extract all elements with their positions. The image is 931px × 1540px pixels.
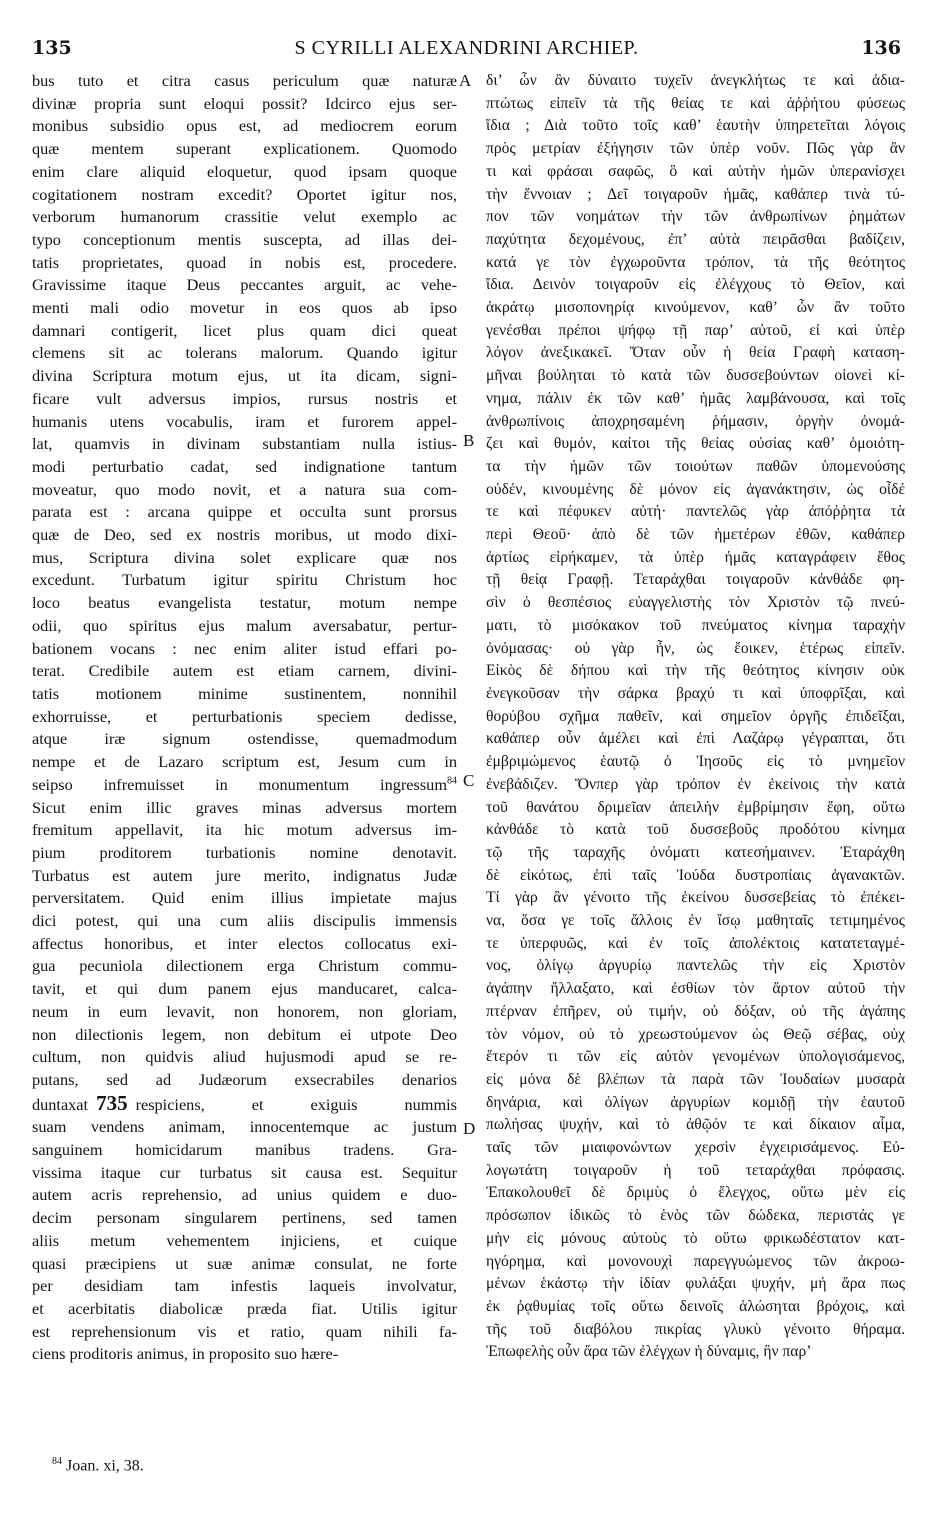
- margin-letter-a: A: [459, 71, 472, 90]
- greek-line: τῇ θείᾳ Γραφῇ. Τεταράχθαι τοιγαροῦν κἀνθάδε φη-: [486, 571, 905, 589]
- greek-line: ἴδια ; Διὰ τοῦτο τοῖς καθ’ ἑαυτὴν ὑπηρετεῖται λόγοις: [486, 117, 905, 135]
- latin-line: Sicut enim illic graves minas adversus mortem: [32, 797, 457, 817]
- greek-line: ματι, τὸ μισόκακον τοῦ πνεύματος κίνημα ταραχὴν: [486, 616, 905, 634]
- latin-line: verborum humanorum crassitie velut exemplo ac: [32, 207, 457, 227]
- latin-line: damnari contigerit, licet plus quam dici queat: [32, 320, 457, 340]
- greek-line: τὴν ἔννοιαν ; Δεῖ τοιγαροῦν ἡμᾶς, καθάπερ τινὰ τύ-: [486, 185, 905, 203]
- greek-line: νημα, πάλιν ἐκ τῶν καθ’ ἡμᾶς λαμβάνουσα, καὶ τοῖς: [486, 389, 905, 407]
- latin-line: quæ de Deo, sed ex nostris moribus, ut modo dixi-: [32, 525, 457, 545]
- latin-line: moveatur, quo modo novit, et a natura sua com-: [32, 479, 457, 499]
- greek-line: τι καὶ φράσαι σαφῶς, ὃ καὶ αὐτὴν ἡμῶν ὑπερανίσχει: [486, 162, 905, 180]
- latin-line: quasi præcipiens ut suæ animæ consulat, ne forte: [32, 1253, 457, 1273]
- column-number: 735: [96, 1090, 128, 1115]
- latin-line: ciens proditoris animus, in proposito suo hære-: [32, 1344, 339, 1364]
- latin-line: divinæ propria sunt eloqui possit? Idcirco ejus ser-: [32, 93, 457, 113]
- latin-line: dici potest, qui una cum aliis discipulis immensis: [32, 911, 457, 931]
- latin-line: monibus subsidio opus est, ad mediocrem eorum: [32, 116, 457, 136]
- margin-letter-c: C: [463, 771, 475, 790]
- latin-line: nempe et de Lazaro scriptum est, Jesum cum in: [32, 752, 457, 772]
- greek-line: τα τὴν ἡμῶν τῶν τοιούτων παθῶν ὑπομενούσης: [486, 457, 905, 475]
- greek-line: πωλήσας ψυχήν, καὶ τὸ ἀθῷόν τε καὶ δίκαιον αἷμα,: [486, 1116, 905, 1134]
- greek-line: ἐνεβάδιζεν. Ὅνπερ γὰρ τρόπον ἐν ἐκείνοις τὴν κατὰ: [486, 775, 905, 793]
- greek-line: εἰς μόνα δὲ βλέπων τὰ παρὰ τῶν Ἰουδαίων μυσαρὰ: [486, 1070, 905, 1088]
- greek-line: μὴν εἰς μόνους αὐτοὺς τὸ οὕτω φρικωδέστατον κατ-: [486, 1229, 905, 1247]
- page-header: [28, 34, 905, 62]
- latin-line: divina Scriptura motum ejus, ut ita dicam, signi-: [32, 366, 457, 386]
- greek-line: μῆναι βούληται τὸ κατὰ τῶν δυσσεβούντων οἱονεὶ κί-: [486, 367, 905, 385]
- greek-line: τοῦ θανάτου δριμεῖαν ἀπειλὴν ἐμβρίμησιν ἔφη, οὕτω: [486, 798, 905, 816]
- greek-line: δι’ ὧν ἂν δύναιτο τυχεῖν ἀνεγκλήτως τε καὶ ἀδια-: [486, 72, 905, 89]
- greek-line: πτέρναν ἐπῆρεν, οὐ τιμήν, οὐ δόξαν, οὐ τῆς ἀγάπης: [486, 1002, 905, 1020]
- latin-line: atque iræ signum ostendisse, quemadmodum: [32, 729, 457, 749]
- margin-letter-d: D: [463, 1119, 476, 1138]
- greek-line: νος, ὀλίγῳ ἀργυρίῳ παντελῶς τὴν εἰς Χριστὸν: [486, 957, 905, 975]
- greek-column: [486, 70, 905, 1364]
- greek-line: ἀγάπην ἤλλαξατο, καὶ ἐσθίων τὸν ἄρτον αὐτοῦ τὴν: [486, 980, 905, 998]
- greek-line: ἐνεγκοῦσαν τὴν σάρκα βραχύ τι καὶ ὑποφρῖξαι, καὶ: [486, 684, 905, 702]
- latin-line: Gravissime itaque Deus peccantes arguit, ac vehe-: [32, 275, 457, 295]
- latin-line: menti mali odio movetur in eos quos ab ipso: [32, 298, 457, 318]
- latin-line: vissima itaque cur turbatus sit causa est. Sequitur: [32, 1162, 457, 1182]
- latin-line: enim clare aliquid eloquetur, quod ipsam quoque: [32, 161, 457, 181]
- greek-line: τε ὑπερφυῶς, καὶ ἐν τοῖς ἀπολέκτοις κατατεταγμέ-: [486, 934, 905, 952]
- latin-line: clemens sit ac tolerans malorum. Quando igitur: [32, 343, 457, 363]
- latin-line: autem acris reprehensio, ad unius quidem e duo-: [32, 1185, 457, 1205]
- latin-line: bationem vocans : nec enim aliter istud effari po-: [32, 638, 457, 658]
- greek-line: λόγον ἀνεξικακεῖ. Ὅταν οὖν ἡ θεία Γραφὴ καταση-: [486, 344, 905, 362]
- greek-line: λογωτάτη τοιγαροῦν ἡ τοῦ τεταράχθαι πρόφασις.: [486, 1161, 905, 1179]
- latin-line: parata est : arcana quippe et occulta sunt prorsus: [32, 502, 457, 522]
- latin-line-with-ref: [32, 774, 457, 797]
- greek-line: τε καὶ πέφυκεν αὐτή· παντελῶς γὰρ ἀπόῤῥητα τὰ: [486, 503, 905, 521]
- latin-line: aliis metum vehementem injiciens, et cuique: [32, 1230, 457, 1250]
- greek-line: παχύτητα δεχομένους, ἐπ’ αὐτὰ πειρᾶσθαι βαδίζειν,: [486, 230, 905, 248]
- greek-line: πτώτως εἰπεῖν τὰ τῆς θείας τε καὶ ἀῤῥήτου φύσεως: [486, 94, 905, 112]
- latin-line: neum in eum levavit, non honorem, non gloriam,: [32, 1001, 457, 1021]
- latin-line: fremitum appellavit, ita hic motum adversus im-: [32, 820, 457, 840]
- latin-line: decim personam singularem pertinens, sed tamen: [32, 1208, 457, 1228]
- latin-line: perversitatem. Quid enim illius impietate majus: [32, 888, 457, 908]
- greek-line: σὶν ὁ θεσπέσιος εὐαγγελιστὴς τὸν Χριστὸν τῷ πνεύ-: [486, 594, 905, 612]
- latin-line: modi perturbatio cadat, sed indignatione tantum: [32, 456, 457, 476]
- running-title: S CYRILLI ALEXANDRINI ARCHIEP.: [294, 37, 639, 59]
- latin-line: lat, quamvis in divinam substantiam nulla istius-: [32, 434, 457, 454]
- greek-line: τῷ τῆς ταραχῆς ὀνόματι κατεσήμαινεν. Ἐταράχθη: [486, 843, 905, 861]
- greek-line: Ἐπακολουθεῖ δὲ δριμὺς ὁ ἔλεγχος, οὕτω μὲν εἰς: [486, 1184, 905, 1202]
- greek-line: γενέσθαι πρέποι ψήφῳ τῇ παρ’ αὐτοῦ, εἰ καὶ ὑπὲρ: [486, 321, 905, 339]
- latin-line: cultum, non quidvis aliud hujusmodi apud se re-: [32, 1047, 457, 1067]
- greek-line: Τί γὰρ ἂν γένοιτο τῆς ἐκείνου δυσσεβείας τὸ ἐπέκει-: [486, 889, 905, 907]
- page-number-right: 136: [861, 37, 901, 59]
- latin-line: est reprehensionum vis et ratio, quam nihili fa-: [32, 1321, 457, 1341]
- greek-line: κἀνθάδε τὸ κατὰ τοῦ δυσσεβοῦς προδότου κίνημα: [486, 821, 905, 839]
- latin-line: sanguinem homicidarum manibus tradens. Gra-: [32, 1140, 457, 1160]
- greek-line: να, ὅσα γε τοῖς ἄλλοις ἐν ἴσῳ μαθηταῖς τετιμημένος: [486, 912, 905, 930]
- greek-line: τὸν νόμον, οὐ τὸ χρεωστούμενον ὡς Θεῷ σέβας, οὐχ: [486, 1025, 905, 1043]
- footnote-number: 84: [52, 1456, 62, 1467]
- latin-line: odii, quo spiritus ejus malum aversabatur, pertur-: [32, 615, 457, 635]
- latin-line: tavit, et qui dum panem ejus manducaret, calca-: [32, 979, 457, 999]
- greek-line: ὀνόμασας· οὐ γὰρ ἦν, ὡς ἔοικεν, ἑτέρως εἰπεῖν.: [486, 639, 905, 657]
- greek-line: ἴδια. Δεινὸν τοιγαροῦν εἰς ἐλέγχους τὸ Θεῖον, καὶ: [486, 276, 905, 294]
- latin-line: tatis proprietates, quoad in nobis est, procedere.: [32, 252, 457, 272]
- latin-line: pium proditorem turbationis nomine denotavit.: [32, 842, 457, 862]
- latin-line: suam vendens animam, innocentemque ac justum: [32, 1117, 457, 1137]
- greek-line: μένων ἑκάστῳ τὴν ἰδίαν φυλάξαι ψυχήν, μή ἄρα πως: [486, 1275, 905, 1293]
- greek-line: δηνάρια, καὶ ὀλίγων ἀργυρίων κομιδῇ τὴν ἑαυτοῦ: [486, 1093, 905, 1111]
- latin-line: affectus honoribus, et inter electos collocatus exi-: [32, 933, 457, 953]
- latin-line-with-column-number: [32, 1092, 457, 1117]
- latin-line: per desidiam tam infestis laqueis involvatur,: [32, 1276, 457, 1296]
- latin-line: gua pecuniola dilectionem erga Christum commu-: [32, 956, 457, 976]
- latin-line: ficare vult adversus impios, rursus nostris et: [32, 388, 457, 408]
- greek-line: ἕτερόν τι τῶν εἰς αὐτὸν γενομένων ὑπολογισάμενος,: [486, 1048, 905, 1066]
- greek-line: ἀνθρωπίνοις ἀποχρησαμένη ῥήμασιν, ὀργὴν ὀνομά-: [486, 412, 905, 430]
- greek-line: κατά γε τὸν ἐγχωροῦντα τρόπον, τὰ τῆς θεότητος: [486, 253, 905, 271]
- latin-column: [32, 70, 457, 1366]
- latin-line: putans, sed ad Judæorum exsecrabiles denarios: [32, 1069, 457, 1089]
- greek-line: ζει καὶ θυμόν, καίτοι τῆς θείας οὐσίας καθ’ ὁμοιότη-: [486, 435, 905, 453]
- greek-line: οὐδέν, κινουμένης δὲ μόνον εἰς ἀγανάκτησιν, ὡς οἶδέ: [486, 480, 905, 498]
- latin-line: exhorruisse, et perturbationis speciem dedisse,: [32, 706, 457, 726]
- latin-line: loco beatus evangelista testatur, motum nempe: [32, 593, 457, 613]
- greek-line: ἀκράτῳ μισοπονηρίᾳ κινούμενον, καθ’ ὧν ἂν τοῦτο: [486, 299, 905, 317]
- greek-line: πρόσωπον ἰδικῶς τὸ ἑνὸς τῶν δώδεκα, περιστάς γε: [486, 1207, 905, 1225]
- greek-line: πρὸς μετρίαν ἐξήγησιν τῶν ὑπὲρ νοῦν. Πῶς γὰρ ἂν: [486, 140, 905, 158]
- greek-line: ἐμβριμώμενος ἑαυτῷ ὁ Ἰησοῦς εἰς τὸ μνημεῖον: [486, 753, 905, 771]
- greek-line: Ἐπωφελὴς οὖν ἄρα τῶν ἐλέγχων ἡ δύναμις, ἣν παρ’: [486, 1343, 812, 1361]
- greek-line: τῆς τοῦ διαβόλου πικρίας γλυκὺ γένοιτο θήραμα.: [486, 1320, 905, 1338]
- greek-line: Εἰκὸς δὲ δήπου καὶ τὴν τῆς θεότητος κίνησιν οὐκ: [486, 662, 905, 680]
- greek-line: ταῖς τῶν μιαιφονώντων χερσὶν ἐγχειρισάμενος. Εὐ-: [486, 1139, 905, 1157]
- latin-line: humanis utens vocabulis, iram et furorem appel-: [32, 411, 457, 431]
- page-number-left: 135: [32, 37, 72, 59]
- greek-line: περὶ Θεοῦ· ἀπὸ δὲ τῶν ἡμετέρων ἐθῶν, καθάπερ: [486, 526, 905, 544]
- footnote-reference: 84: [447, 775, 457, 787]
- greek-line: πον τῶν νοημάτων τὴν τῶν ἀνθρωπίνων ῥημάτων: [486, 208, 905, 226]
- latin-line: excedunt. Turbatum igitur spiritu Christum hoc: [32, 570, 457, 590]
- latin-line: bus tuto et citra casus periculum quæ naturæ: [32, 71, 457, 90]
- footnote: [52, 1451, 144, 1477]
- latin-line: Turbatus est autem jure merito, indignatus Judæ: [32, 865, 457, 885]
- greek-line: καθάπερ οὖν ἀμέλει καὶ ἐπὶ Λαζάρῳ γέγραπται, ὅτι: [486, 730, 905, 748]
- latin-line: et acerbitatis diabolicæ præda fiat. Utilis igitur: [32, 1298, 457, 1318]
- latin-line: tatis motionem minime sustinentem, nonnihil: [32, 683, 457, 703]
- latin-line: non dilectionis legem, non debitum ei utpote Deo: [32, 1024, 457, 1044]
- footnote-text: Joan. xi, 38.: [66, 1457, 144, 1475]
- greek-line: θορύβου σχῆμα παθεῖν, καὶ σημεῖον ὀργῆς ἐπιδεῖξαι,: [486, 707, 905, 725]
- greek-line: ἐκ ῥᾳθυμίας τοῖς οὕτω δεινοῖς ἁλώσηται βρόχοις, καὶ: [486, 1297, 905, 1315]
- latin-line: mus, Scriptura divina solet explicare quæ nos: [32, 547, 457, 567]
- latin-line: cogitationem nostram excedit? Oportet igitur nos,: [32, 184, 457, 204]
- greek-line: δὲ εἰκότως, ἐπὶ ταῖς Ἰούδα δυστροπίαις ἀγανακτῶν.: [486, 866, 905, 884]
- latin-line: typo conceptionum mentis suscepta, ad illas dei-: [32, 229, 457, 249]
- latin-line-tail: respiciens, et exiguis nummis: [135, 1094, 457, 1114]
- margin-letter-b: B: [463, 431, 475, 450]
- latin-line: terat. Credibile autem est etiam carnem, divini-: [32, 661, 457, 681]
- latin-line: quæ mentem superant explicationem. Quomodo: [32, 139, 457, 159]
- greek-line: ηγόρημα, καὶ μονονουχὶ παρεγγυώμενος τῶν ἀκροω-: [486, 1252, 905, 1270]
- greek-line: ἀρτίως εἰρήκαμεν, τὰ ὑπὲρ ἡμᾶς καταγράφειν ἔθος: [486, 548, 905, 566]
- latin-line: duntaxat: [32, 1094, 89, 1114]
- latin-line: seipso infremuisset in monumentum ingressum: [32, 774, 447, 794]
